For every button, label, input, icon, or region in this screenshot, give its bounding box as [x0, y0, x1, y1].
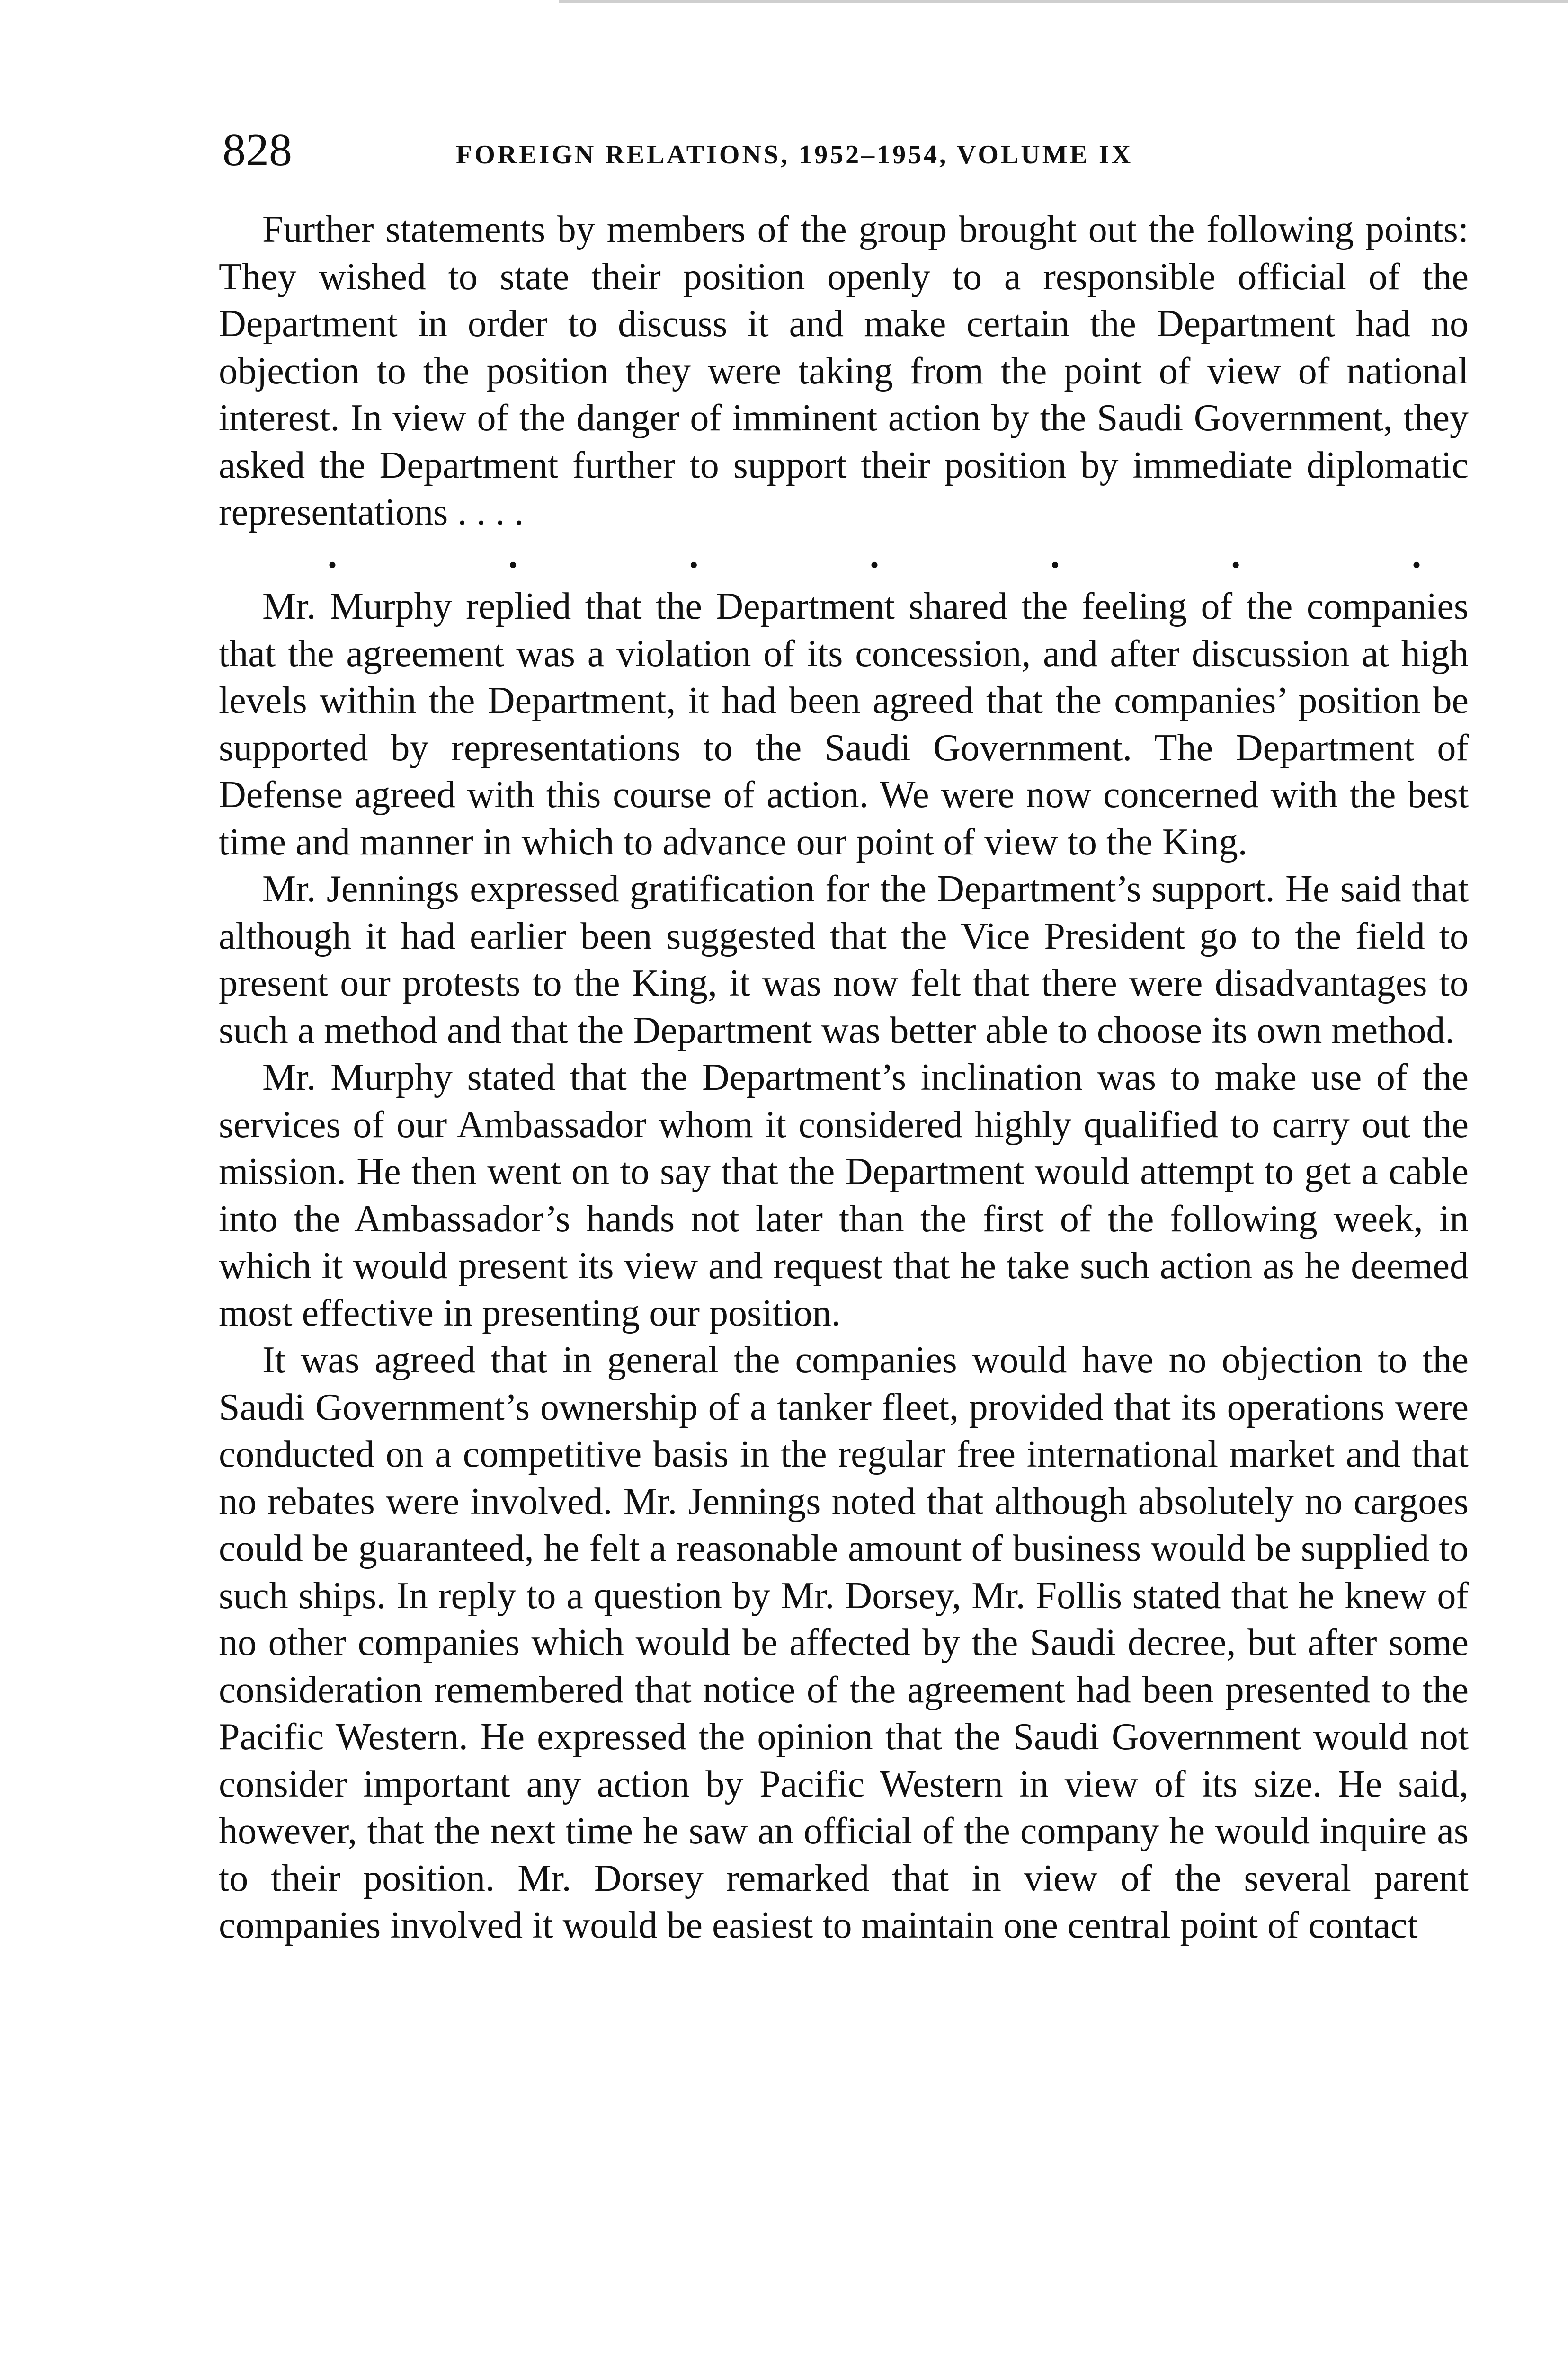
body-text [219, 206, 1469, 1949]
omission-dot: . [1411, 534, 1421, 576]
omission-dot: . [689, 534, 699, 576]
paragraph-further-statements: Further statements by members of the group brought out the following points: They wished to state their position openly to a responsible official of the Department in order to discuss it and make certain the Department had no objection to the position they were taking from the point of view of national interest. In view of the danger of imminent action by the Saudi Government, they asked the Department further to support their position by immediate diplomatic representations . . . . [219, 209, 1469, 533]
top-edge-rule [559, 0, 1568, 3]
omission-dot: . [869, 534, 879, 576]
omission-dot: . [508, 534, 518, 576]
page-number: 828 [223, 125, 292, 176]
paragraph-murphy-inclination: Mr. Murphy stated that the Department’s inclination was to make use of the services of our Ambassador whom it considered highly qualified to carry out the mission. He then went on to say that the Department would attempt to get a cable into the Ambassador’s hands not later than the first of the following week, in which it would present its view and request that he take such action as he deemed most effective in presenting our position. [219, 1057, 1469, 1334]
omission-dot: . [1231, 534, 1241, 576]
paragraph-tanker-fleet: It was agreed that in general the companies would have no objection to the Saudi Government’s ownership of a tanker fleet, provided that its operations were conducted on a competitive basis in the regular free international market and that no rebates were involved. Mr. Jennings noted that although absolutely no cargoes could be guaranteed, he felt a reasonable amount of business would be supplied to such ships. In reply to a question by Mr. Dorsey, Mr. Follis stated that he knew of no other companies which would be affected by the Saudi decree, but after some consideration remembered that notice of the agreement had been presented to the Pacific Western. He expressed the opinion that the Saudi Government would not consider important any action by Pacific Western in view of its size. He said, however, that the next time he saw an official of the company he would inquire as to their position. Mr. Dorsey remarked that in view of the several parent companies involved it would be easiest to maintain one central point of contact [219, 1339, 1469, 1946]
paragraph-murphy-replied: Mr. Murphy replied that the Department shared the feeling of the companies that the agreement was a violation of its concession, and after discussion at high levels within the Department, it had been agreed that the companies’ position be supported by representations to the Saudi Government. The Department of Defense agreed with this course of action. We were now concerned with the best time and manner in which to advance our point of view to the King. [219, 586, 1469, 863]
omission-dot: . [1050, 534, 1060, 576]
paragraph-jennings-gratification: Mr. Jennings expressed gratification for the Department’s support. He said that although it had earlier been suggested that the Vice President go to the field to present our protests to the King, it was now felt that there were disadvantages to such a method and that the Department was better able to choose its own method. [219, 868, 1469, 1051]
running-head [223, 124, 1472, 181]
omission-marks-row [219, 536, 1469, 584]
running-head-title: FOREIGN RELATIONS, 1952–1954, VOLUME IX [456, 140, 1133, 169]
omission-dot: . [328, 534, 337, 576]
